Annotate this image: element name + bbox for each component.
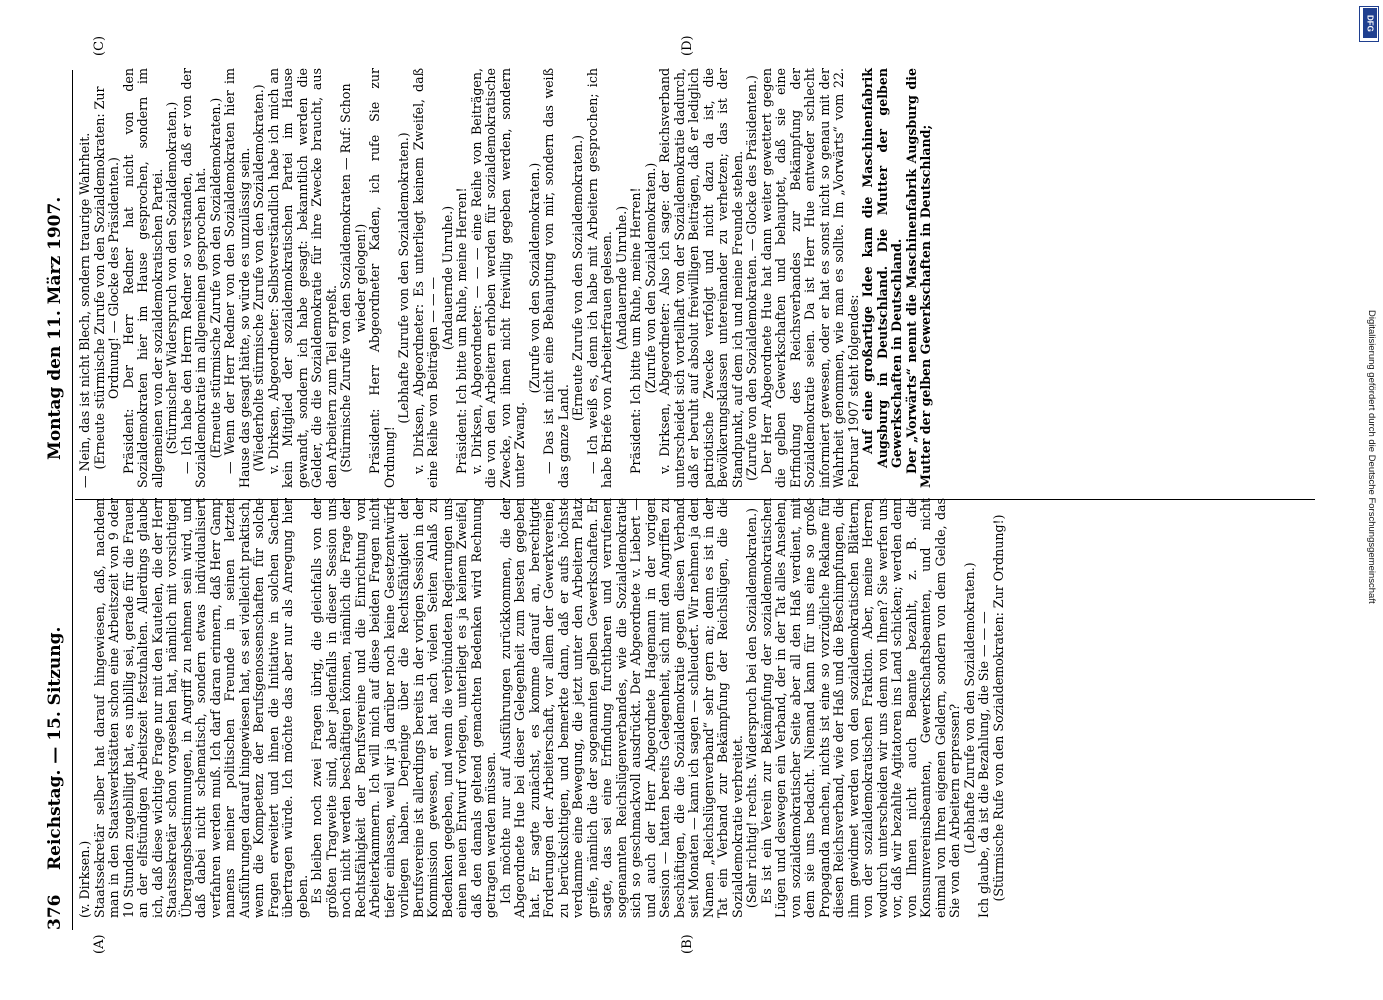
- paragraph: — Wenn der Herr Redner von den Sozialdemokraten hier im Hause das gesagt hätte, so würde es unzulässig sein.: [222, 68, 252, 488]
- speaker-statement: v. Dirksen, Abgeordneter: Es unterliegt keinem Zweifel, daß eine Reihe von Beiträgen — — —: [410, 68, 440, 488]
- paragraph: Es ist ein Verein zur Bekämpfung der sozialdemokratischen Lügen und deswegen ein Verband, der in der Tat alles Ansehen, von sozialdemokratischer Seite aber all den Haß verdient, mit dem sie uns bedacht. Niemand kann für uns eine so große Propaganda machen, nichts ist eine so vorzügliche Reklame für diesen Reichsverband, wie der Haß und die Beschimpfungen, die ihm gewidmet werden von den sozialdemokratischen Blättern, von der sozialdemokratischen Fraktion. Aber, meine Herren, wodurch unterscheiden wir uns denn von Ihnen? Sie werfen uns vor, daß wir bezahlte Agitatoren ins Land schicken; werden denn von Ihnen nicht auch Beamte bezahlt, z. B. die Konsumvereinsbeamten, Gewerkschaftsbeamten, und nicht einmal von Ihren eigenen Geldern, sondern von dem Gelde, das Sie von den Arbeitern erpressen?: [758, 498, 962, 918]
- paragraph: Der Herr Abgeordnete Hue hat dann weiter gewettert gegen die gelben Gewerkschaften und behauptet, daß sie eine Erfindung des Reichsverbandes zur Bekämpfung der Sozialdemokratie seien. Da ist Herr Hue entweder schlecht informiert gewesen, oder er hat es sonst nicht so genau mit der Wahrheit genommen, wie man es sollte. Im „Vorwärts“ vom 22. Februar 1907 steht folgendes:: [758, 68, 861, 488]
- digitization-credit: Digitalisierung gefördert durch die Deutsche Forschungsgemeinschaft: [1366, 310, 1377, 604]
- header-left-title: Reichstag. — 15. Sitzung.: [45, 626, 65, 870]
- speaker-statement: v. Dirksen, Abgeordneter: Selbstverständlich habe ich mich an kein Mitglied der sozialdemokratischen Partei im Hause gewandt, sondern ich habe gesagt: bekanntlich werden die Gelder, die die Sozialdemokratie für ihre Zwecke braucht, aus den Arbeitern zum Teil erpreßt.: [265, 68, 339, 488]
- president-statement: Präsident: Ich bitte um Ruhe, meine Herren!: [628, 187, 643, 474]
- dfg-logo: DFG: [1363, 8, 1377, 38]
- interjection: (Erneute stürmische Zurufe von den Sozialdemokraten.): [207, 97, 223, 459]
- paragraph: Es bleiben noch zwei Fragen übrig, die gleichfalls von der größten Tragweite sind, aber jedenfalls in dieser Session uns noch nicht werden beschäftigen können, nämlich die Frage der Rechtsfähigkeit der Berufsvereine und die Einrichtung von Arbeiterkammern. Ich will mich auf diese beiden Fragen nicht tiefer einlassen, weil wir ja darüber noch keine Gesetzentwürfe vorliegen haben. Derjenige über die Rechtsfähigkeit der Berufsvereine ist allerdings bereits in der vorigen Session in der Kommission gewesen, er hat nach vielen Seiten Anlaß zu Bedenken gegeben, und wenn die verbündeten Regierungen uns einen neuen Entwurf vorlegen, unterliegt es ja keinem Zweifel, daß den damals geltend gemachten Bedenken wird Rechnung getragen werden müssen.: [309, 498, 498, 918]
- page-header: [40, 60, 70, 930]
- president-statement: Präsident: Der Herr Redner hat nicht von den Sozialdemokraten hier im Hause gesprochen, sondern im allgemeinen von der sozialdemokratischen Partei.: [120, 68, 165, 488]
- interjection: (Lebhafte Zurufe von den Sozialdemokraten.): [961, 562, 977, 854]
- page-number: 376: [45, 894, 65, 930]
- paragraph: Der „Vorwärts“ nennt die Maschinenfabrik Augsburg die Mutter der gelben Gewerkschaften in Deutschland;: [903, 68, 933, 488]
- interjection: (Andauernde Unruhe.): [439, 205, 455, 351]
- paragraph: Staatssekretär selber hat darauf hingewiesen, daß, nachdem man in den Staatswerkstätten schon eine Arbeitszeit von 9 oder 10 Stunden zugebilligt hat, es unbillig sei, gerade für die Frauen an der elfstündigen Arbeitszeit festzuhalten. Allerdings glaube ich, daß diese wichtige Frage nur mit den Kautelen, die der Herr Staatssekretär schon vorgesehen hat, nämlich mit vorsichtigen Übergangsbestimmungen, in Angriff zu nehmen sein wird, und daß dabei nicht schematisch, sondern etwas individualisiert verfahren werden muß. Ich darf daran erinnern, daß Herr Gamp namens meiner politischen Freunde in seinen letzten Ausführungen darauf hingewiesen hat, es sei vielleicht praktisch, wenn die Kompetenz der Berufsgenossenschaften für solche Fragen erweitert und ihnen die Initiative in solchen Sachen übertragen würde. Ich möchte das aber nur als Anregung hier geben.: [91, 498, 310, 918]
- speaker-statement: v. Dirksen, Abgeordneter: Also ich sage: der Reichsverband unterscheidet sich vorteilhaft von der Sozialdemokratie dadurch, daß er beruht auf absolut freiwilligen Beiträgen, daß er lediglich patriotische Zwecke verfolgt und nicht dazu da ist, die Bevölkerungsklassen untereinander zu verhetzen; das ist der Standpunkt, auf dem ich und meine Freunde stehen.: [657, 68, 745, 488]
- header-date: Montag den 11. März 1907.: [45, 196, 65, 460]
- speaker-statement: v. Dirksen, Abgeordneter: — — — eine Reihe von Beiträgen, die von den Arbeitern erhoben werden für sozialdemokratische Zwecke, von ihnen nicht freiwillig gegeben werden, sondern unter Zwang.: [468, 68, 527, 488]
- speaker-continuation: (v. Dirksen.): [77, 840, 92, 918]
- paragraph: Ich möchte nur auf Ausführungen zurückkommen, die der Abgeordnete Hue bei dieser Gelegenheit zum besten gegeben hat. Er sagte zunächst, es komme darauf an, berechtigte Forderungen der Arbeiterschaft, vor allem der Gewerkvereine, zu berücksichtigen, und bemerkte dann, daß er aufs höchste verdamme eine Bewegung, die jetzt unter den Arbeitern Platz greife, nämlich die der sogenannten gelben Gewerkschaften. Er sagte, das sei eine Erfindung furchtbaren und verrufenen sogenannten Reichslügenverbandes, wie die Sozialdemokratie sich so geschmackvoll ausdrückt. Der Abgeordnete v. Liebert — und auch der Herr Abgeordnete Hagemann in der vorigen Session — hatten bereits Gelegenheit, sich mit den Angriffen zu beschäftigen, die die Sozialdemokratie gegen diesen Verband seit Monaten — kann ich sagen — schleudert. Wir nehmen ja den Namen „Reichslügenverband“ sehr gern an; denn es ist in der Tat ein Verband zur Bekämpfung der Reichslügen, die die Sozialdemokratie verbreitet.: [497, 498, 745, 918]
- right-column: [78, 68, 934, 488]
- interjection: (Sehr richtig! rechts. Widerspruch bei den Sozialdemokraten.): [744, 507, 759, 909]
- interjection: (Zurufe von den Sozialdemokraten.): [526, 162, 542, 394]
- margin-mark-d: (D): [680, 35, 695, 56]
- margin-mark-c: (C): [92, 35, 107, 56]
- interjection: (Stürmischer Widerspruch von den Sozialdemokraten.): [164, 101, 179, 455]
- header-rule: [72, 70, 73, 930]
- interjection: (Lebhafte Zurufe von den Sozialdemokraten.): [396, 132, 411, 424]
- interjection: (Andauernde Unruhe.): [613, 205, 629, 351]
- paragraph: — Das ist nicht eine Behauptung von mir, sondern das weiß das ganze Land.: [541, 68, 571, 488]
- interjection: (Wiederholte stürmische Zurufe von den Sozialdemokraten.): [251, 84, 266, 472]
- left-column: [78, 498, 1006, 918]
- interjection: (Zurufe von den Sozialdemokraten. — Glocke des Präsidenten.): [744, 75, 759, 481]
- president-statement: Präsident: Herr Abgeordneter Kaden, ich rufe Sie zur Ordnung!: [367, 68, 397, 488]
- interjection: (Stürmische Zurufe von den Sozialdemokraten — Ruf: Schon wieder gelogen!): [338, 83, 368, 473]
- paragraph: — Ich weiß es, denn ich habe mit Arbeitern gesprochen; ich habe Briefe von Arbeiterfrauen gelesen.: [584, 68, 614, 488]
- paragraph: — Ich habe den Herrn Redner so verstanden, daß er von der Sozialdemokratie im allgemeinen gesprochen hat.: [178, 68, 208, 488]
- president-statement: Präsident: Ich bitte um Ruhe, meine Herren!: [454, 187, 469, 474]
- margin-mark-b: (B): [680, 934, 695, 954]
- quotation: Auf eine großartige Idee kam die Maschinenfabrik Augsburg in Deutschland. Die Mutter der gelben Gewerkschaften in Deutschland.: [860, 68, 904, 468]
- interjection: (Erneute Zurufe von den Sozialdemokraten.): [570, 134, 585, 422]
- margin-mark-a: (A): [92, 934, 107, 954]
- interjection: (Stürmische Rufe von den Sozialdemokraten: Zur Ordnung!): [990, 514, 1006, 902]
- paragraph: — Nein, das ist nicht Blech, sondern traurige Wahrheit.: [77, 132, 92, 488]
- paragraph: Ich glaube, da ist die Bezahlung, die Sie — — —: [976, 611, 991, 918]
- interjection: (Erneute stürmische Zurufe von den Sozialdemokraten: Zur Ordnung! — Glocke des Präsidenten.): [91, 86, 121, 470]
- interjection: (Zurufe von den Sozialdemokraten.): [642, 162, 658, 394]
